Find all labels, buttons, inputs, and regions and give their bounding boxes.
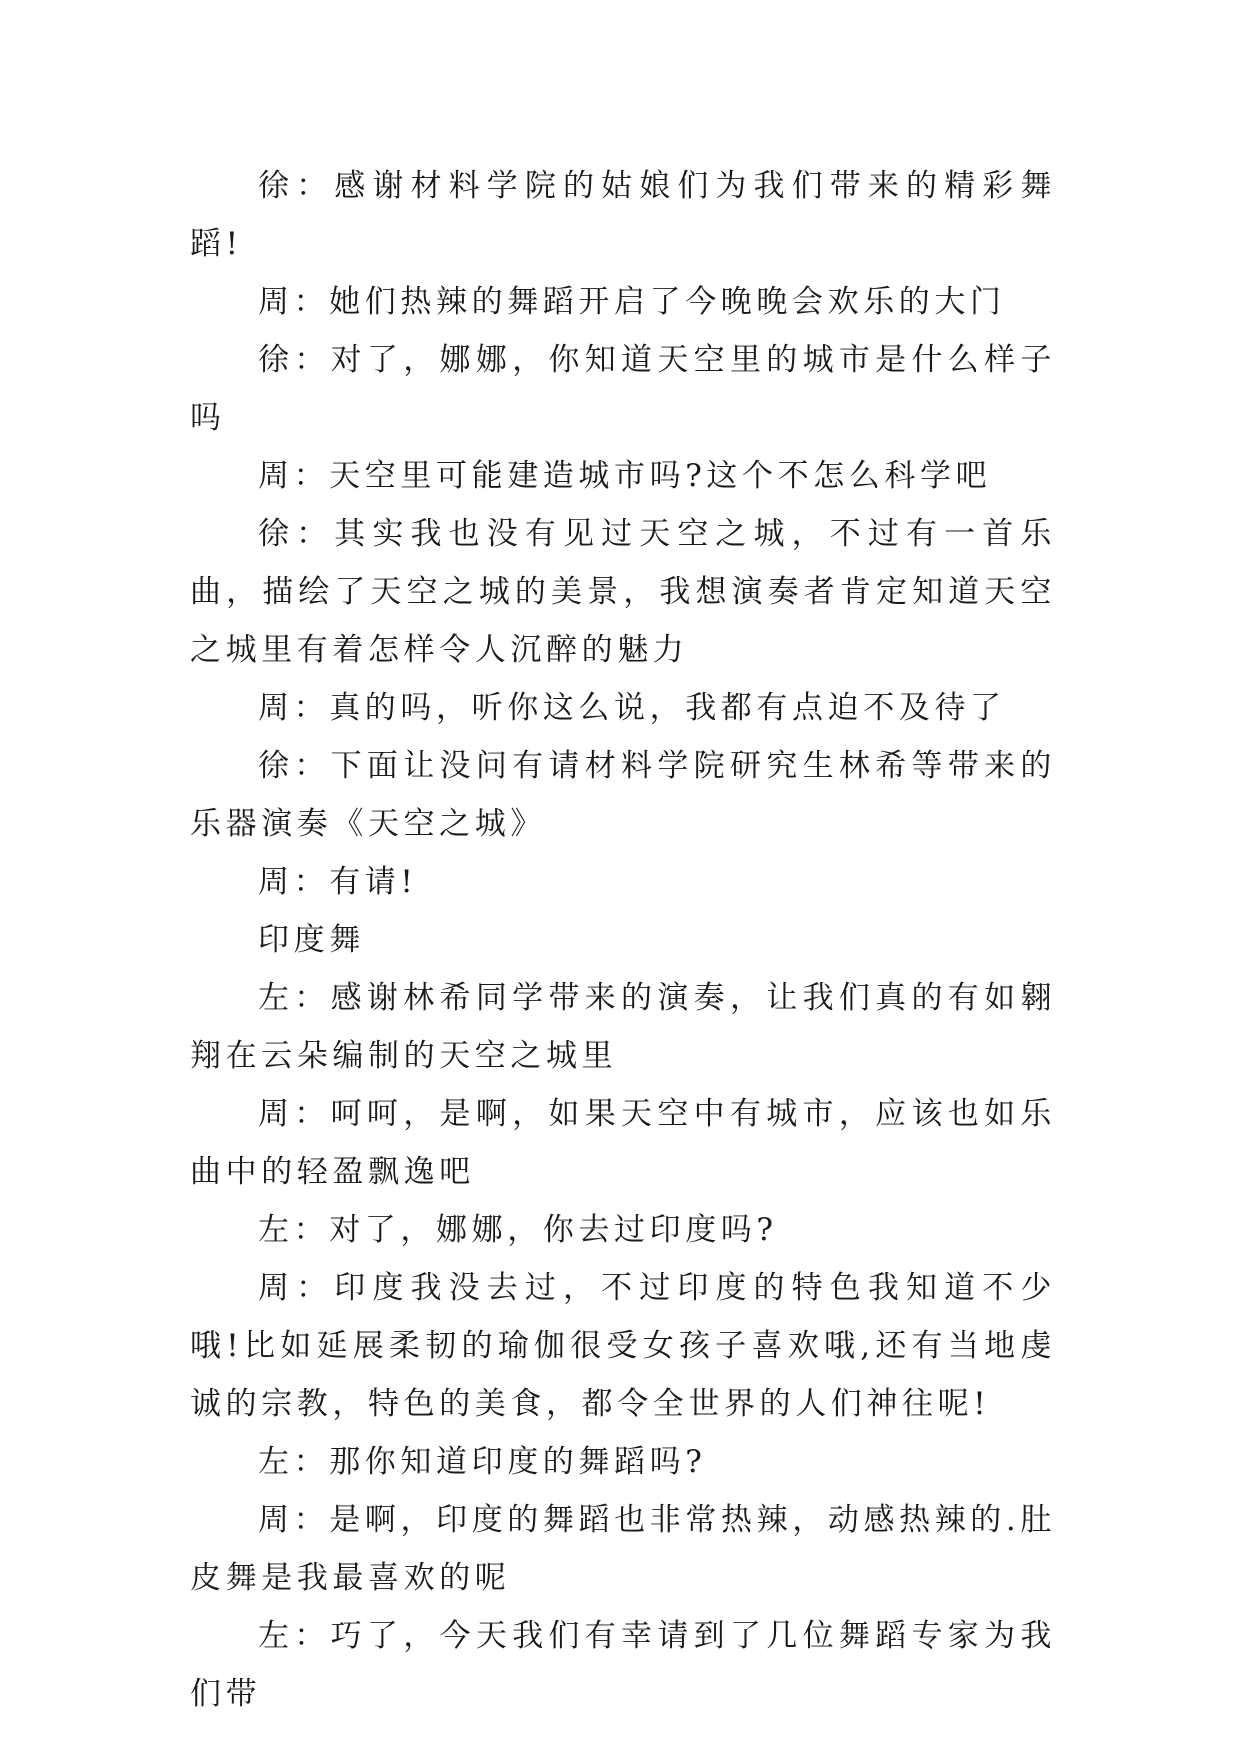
paragraph-15: 周：是啊，印度的舞蹈也非常热辣，动感热辣的.肚皮舞是我最喜欢的呢 [190, 1502, 1056, 1596]
paragraph-12: 左：对了，娜娜，你去过印度吗? [258, 1212, 778, 1248]
paragraph-10: 左：感谢林希同学带来的演奏，让我们真的有如翱翔在云朵编制的天空之城里 [190, 980, 1056, 1074]
paragraph-1: 徐：感谢材料学院的姑娘们为我们带来的精彩舞蹈! [190, 168, 1056, 262]
paragraph-8: 周：有请! [258, 864, 418, 900]
paragraph-13: 周：印度我没去过，不过印度的特色我知道不少哦!比如延展柔韧的瑜伽很受女孩子喜欢哦,还有当地虔诚的宗教，特色的美食，都令全世界的人们神往呢! [190, 1270, 1056, 1422]
paragraph-6: 周：真的吗，听你这么说，我都有点迫不及待了 [258, 690, 1006, 726]
document-body [190, 157, 1056, 1723]
paragraph-7: 徐：下面让没问有请材料学院研究生林希等带来的乐器演奏《天空之城》 [190, 748, 1056, 842]
paragraph-2: 周：她们热辣的舞蹈开启了今晚晚会欢乐的大门 [258, 284, 1006, 320]
paragraph-14: 左：那你知道印度的舞蹈吗? [258, 1444, 707, 1480]
paragraph-5: 徐：其实我也没有见过天空之城，不过有一首乐曲，描绘了天空之城的美景，我想演奏者肯定知道天空之城里有着怎样令人沉醉的魅力 [190, 516, 1056, 668]
paragraph-4: 周：天空里可能建造城市吗?这个不怎么科学吧 [258, 458, 992, 494]
paragraph-3: 徐：对了，娜娜，你知道天空里的城市是什么样子吗 [190, 342, 1056, 436]
paragraph-16: 左：巧了，今天我们有幸请到了几位舞蹈专家为我们带 [190, 1618, 1056, 1712]
paragraph-11: 周：呵呵，是啊，如果天空中有城市，应该也如乐曲中的轻盈飘逸吧 [190, 1096, 1056, 1190]
section-heading: 印度舞 [258, 922, 365, 958]
